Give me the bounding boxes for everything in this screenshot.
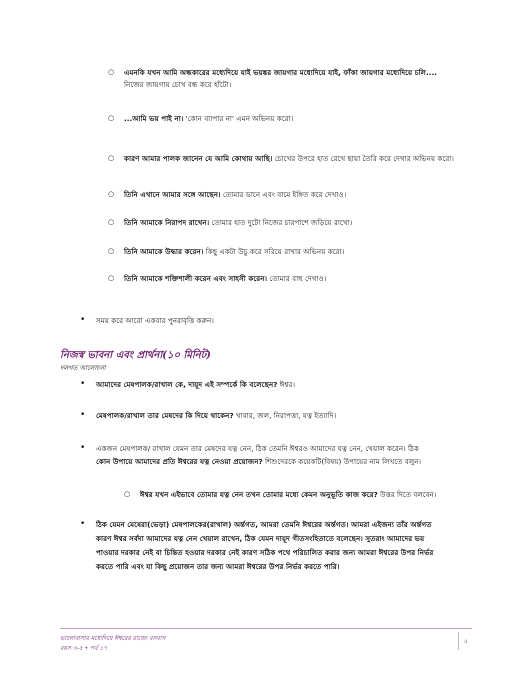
list-bullet: ○	[108, 114, 115, 122]
list-bullet: ○	[108, 190, 115, 198]
footer-divider	[60, 628, 472, 629]
bullet-dot: •	[80, 379, 86, 389]
list-bullet: ○	[108, 274, 115, 282]
list-item: ...আমি ভয় পাই না। 'কোন ব্যাপার না' এমন অভিনয় করো।	[124, 114, 294, 123]
list-item: তিনি আমাকে শক্তিশালী করেন এবং সাহসী করেন। তোমার বাহু দেখাও।	[124, 274, 327, 283]
paragraph-line: পাওয়ার দরকার নেই বা চিন্তিত হওয়ার দরকার নেই কারণ সঠিক পথে পরিচালিত করার জন্য আমরা ঈশ্বরের উপর নির্ভর	[96, 548, 434, 557]
list-item: তিনি আমাকে উদ্ধার করেন। কিছু একটা উচু করে সরিয়ে রাখার অভিনয় করো।	[124, 247, 345, 256]
list-item: কারণ আমার পালক জানেন যে আমি কোথায় আছি। চোখের উপরে হাত রেখে ছায়া তৈরি করে দেখার অভিনয় করো।	[124, 154, 454, 163]
section-subheading: দলগত আলোচনা	[60, 364, 106, 372]
footer-title: ভালোবাসার মধ্যেদিয়ে ঈশ্বরের রাজ্যে বসবাস	[60, 635, 166, 642]
page-number-separator	[458, 632, 459, 650]
list-item: এমনকি যখন আমি অন্ধকারের মধ্যেদিয়ে যাই ভয়ঙ্কর জায়গার মধ্যেদিয়ে যাই, ফাঁকা জায়গার মধ্যেদিয়ে চলি....	[124, 68, 437, 77]
bullet-dot: •	[80, 410, 86, 420]
paragraph-line: কোন উপায়ে আমাদের প্রতি ঈশ্বরের যত্ন নেওয়া প্রয়োজন? শিশুদেরকে কয়েকটি(বিষয়) উপায়ের নাম লিখতে বলুন।	[96, 457, 422, 466]
repeat-note: সময় করে আরো একবার পুনরাবৃত্তি করুন।	[96, 316, 214, 325]
list-item: তিনি আমাকে নিরাপদ রাখেন। তোমার হাত দুটো নিজের চারপাশে জড়িয়ে রাখো।	[124, 218, 353, 227]
paragraph-line: কারণ ঈশ্বর সর্বদা আমাদের যত্ন নেন খেয়াল রাখেন, ঠিক যেমন দায়ূদ গীতসংহিতাতে বলেছেন। সুতরাং আমাদের ভয়	[96, 534, 425, 543]
qa-item: আমাদের মেষপালক/রাখাল কে, দায়ূদ এই সম্পর্কে কি বলেছেন? ঈশ্বর।	[96, 380, 296, 389]
paragraph-line: একজন মেষপালক/ রাখাল যেমন তার মেষদের যত্ন নেন, ঠিক তেমনি ঈশ্বরও আমাদের যত্ন নেন, খেয়াল করেন। ঠিক	[96, 444, 419, 453]
bullet-dot: •	[80, 443, 86, 453]
bullet-dot: •	[80, 519, 86, 529]
list-bullet: ○	[108, 218, 115, 226]
bullet-dot: •	[80, 315, 86, 325]
section-heading: নিজস্ব ভাবনা এবং প্রার্থনা(১০ মিনিট)	[60, 350, 211, 361]
sub-question: ঈশ্বর যখন এইভাবে তোমার যত্ন নেন তখন তোমার মধ্যে কেমন অনুভূতি কাজ করে? উত্তর দিতে বলবেন।	[140, 490, 437, 499]
qa-item: মেষপালক/রাখাল তার মেষদের কি দিয়ে থাকেন? খাবার, জল, নিরাপত্তা, যত্ন ইত্যাদি।	[96, 411, 337, 420]
page-number: ৫	[464, 638, 468, 645]
list-bullet: ○	[108, 154, 115, 162]
list-item-continuation: নিজের জায়গায় চোখ বন্ধ করে হাঁটো।	[124, 80, 232, 89]
footer-subtitle: বয়স ৩-৫ • পর্ব ১৭	[60, 645, 108, 652]
list-item: তিনি এখানে আমার সঙ্গে আছেন। তোমার ডানে এবং বামে ইঙ্গিত করে দেখাও।	[124, 190, 347, 199]
list-bullet: ○	[124, 490, 131, 498]
paragraph-line: ঠিক যেমন মেষেরা(ভেড়া) মেষপালকের(রাখাল) অর্ন্তগত, আমরা তেমনি ঈশ্বরের অর্ন্তগত। আমরা এইজন্য তাঁর অর্ন্তগত	[96, 520, 432, 529]
list-bullet: ○	[108, 247, 115, 255]
paragraph-line: করতে পারি এবং যা কিছু প্রয়োজন তার জন্য আমরা ঈশ্বরের উপর নির্ভর করতে পারি।	[96, 562, 340, 571]
list-bullet: ○	[108, 68, 115, 76]
